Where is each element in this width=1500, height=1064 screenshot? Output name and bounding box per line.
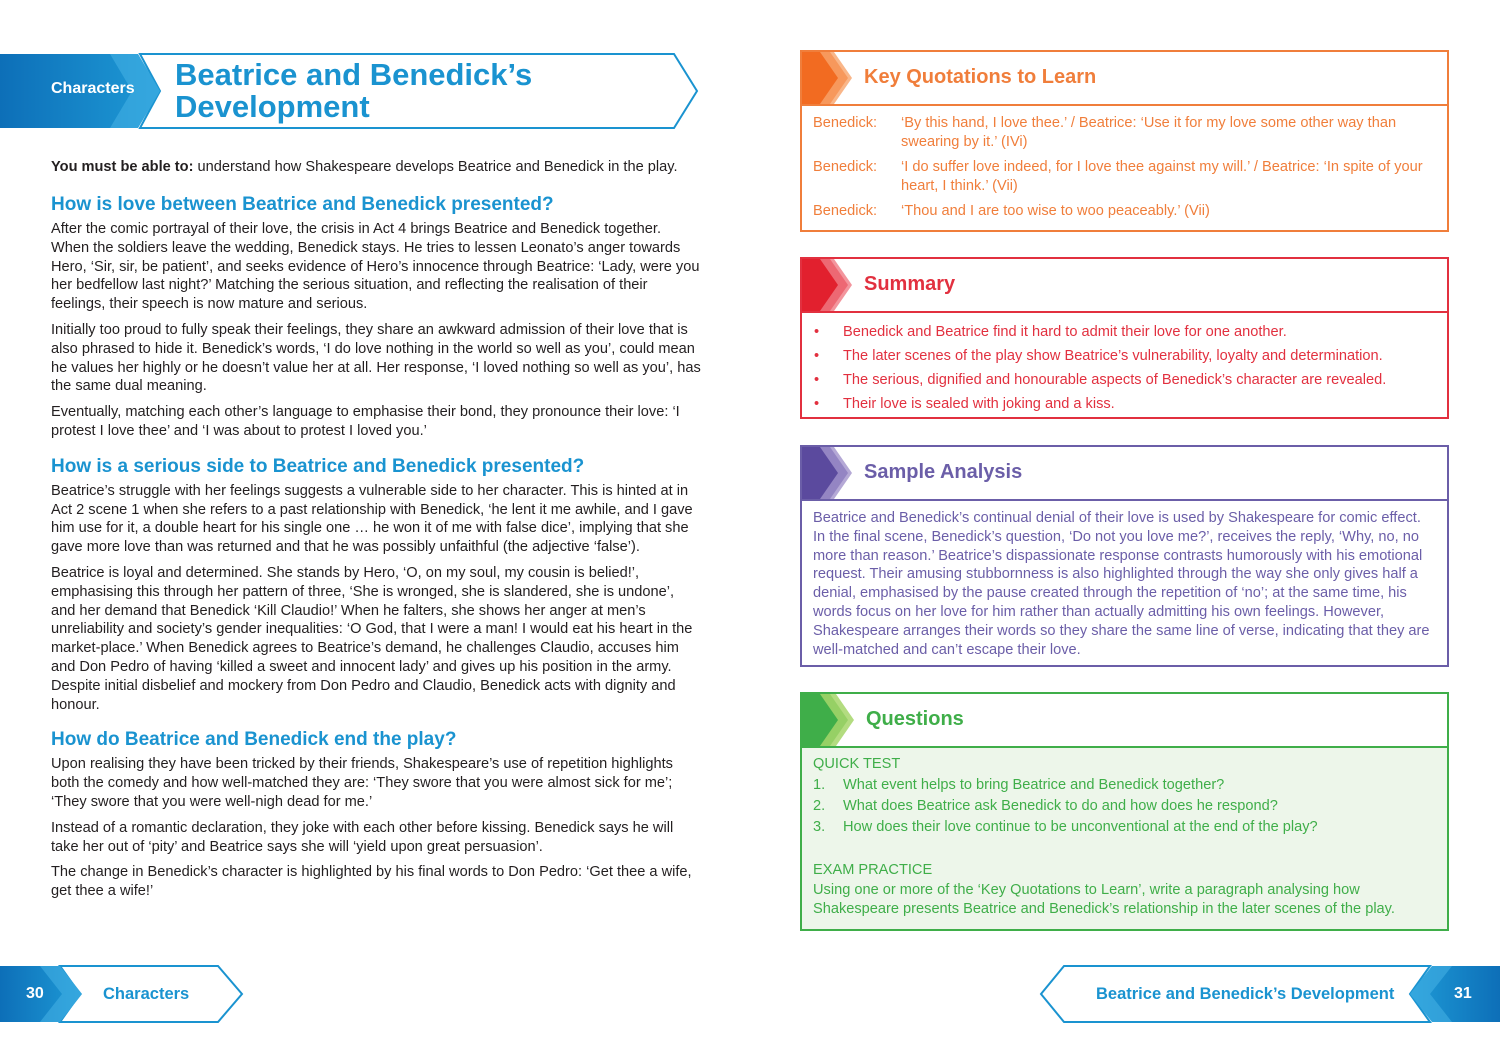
question-number: 2. xyxy=(813,798,826,814)
key-quotations-box xyxy=(800,50,1449,232)
chevron-icon xyxy=(802,259,862,311)
quotation-text: ‘Thou and I are too wise to woo peaceably.’ (Vii) xyxy=(901,203,1210,220)
question-number: 3. xyxy=(813,819,826,835)
footer-right xyxy=(1038,963,1500,1025)
box-body xyxy=(802,106,1447,234)
box-title: Key Quotations to Learn xyxy=(864,66,1097,88)
paragraph: Beatrice’s struggle with her feelings suggests a vulnerable side to her character. This is hinted at in Act 2 scene 1 when she refers to a past relationship with Benedick, ‘he lent it me awhile, and I gave him use for it, a double heart for his single one … he won it of me with false dice’, implying that she gave more love than was returned and that he was possibly unfaithful (the adjective ‘false’). xyxy=(51,482,693,556)
page-title xyxy=(175,59,675,123)
analysis-text: Beatrice and Benedick’s continual denial of their love is used by Shakespeare for comic effect. In the final scene, Benedick’s question, ‘Do not you love me?’, receives the reply, ‘Why, no, no more than reason.’ Beatrice’s dispassionate response contrasts humorously with his emotional request. Their amusing stubbornness is also highlighted through the way she only gives half a denial, emphasised by the pause created through the repetition of ‘no’; at the same time, his words focus on her love for him rather than actually admitting his own feelings. However, Shakespeare arranges their words so they share the same line of verse, indicating that they are well-matched and can’t escape their love. xyxy=(813,510,1430,658)
section-serious-side xyxy=(51,455,701,715)
box-title: Sample Analysis xyxy=(864,461,1023,483)
paragraph: After the comic portrayal of their love, the crisis in Act 4 brings Beatrice and Benedick together. When the soldiers leave the wedding, Benedick stays. He tries to lessen Leonato’s anger towards Hero, ‘Sir, sir, be patient’, and seeks evidence of Hero’s innocence through Beatrice: ‘Lady, were you her bedfellow last night?’ Matching the serious situation, and reflecting the realisation of their feelings, their speech is now mature and serious. xyxy=(51,221,700,313)
quotation-speaker: Benedick: xyxy=(813,203,878,220)
exam-practice-label: EXAM PRACTICE xyxy=(813,862,933,878)
main-content xyxy=(51,158,701,915)
paragraph: Eventually, matching each other’s language to emphasise their bond, they pronounce their love: ‘I protest I love thee’ and ‘I was about to protest I loved you.’ xyxy=(51,404,680,439)
sample-analysis-box xyxy=(800,445,1449,667)
question-item xyxy=(813,796,1436,817)
learning-objective xyxy=(51,158,701,177)
quick-test-label: QUICK TEST xyxy=(813,756,901,772)
section-heading: How is love between Beatrice and Benedick presented? xyxy=(51,194,554,215)
question-item xyxy=(813,817,1436,838)
objective-text: understand how Shakespeare develops Beatrice and Benedick in the play. xyxy=(193,159,678,175)
list-item: • The later scenes of the play show Beatrice’s vulnerability, loyalty and determination. xyxy=(813,347,1436,366)
exam-practice-text: Using one or more of the ‘Key Quotations to Learn’, write a paragraph analysing how Shakespeare presents Beatrice and Benedick’s relationship in the later scenes of the play. xyxy=(813,882,1395,917)
questions-box xyxy=(800,692,1449,931)
summary-list xyxy=(813,321,1436,414)
paragraph: The change in Benedick’s character is highlighted by his final words to Don Pedro: ‘Get thee a wife, get thee a wife!’ xyxy=(51,864,692,900)
footer-section-label: Characters xyxy=(103,985,190,1003)
box-body xyxy=(802,501,1447,665)
quotation-speaker: Benedick: xyxy=(813,115,878,131)
chevron-icon xyxy=(802,694,864,746)
section-end-of-play xyxy=(51,728,701,901)
question-text: How does their love continue to be unconventional at the end of the play? xyxy=(843,819,1318,835)
quotation-speaker: Benedick: xyxy=(813,159,878,176)
box-title: Summary xyxy=(864,273,956,295)
chevron-icon xyxy=(802,447,862,499)
summary-box xyxy=(800,257,1449,419)
footer-title: Beatrice and Benedick’s Development xyxy=(1096,985,1395,1003)
chevron-icon xyxy=(802,52,862,104)
paragraph: Instead of a romantic declaration, they joke with each other before kissing. Benedick says he will take her out of ‘pity’ and Beatrice says she will ‘yield upon great persuasion’. xyxy=(51,819,674,855)
page-number: 31 xyxy=(1454,985,1472,1002)
box-header xyxy=(802,447,1447,501)
list-item: • Benedick and Beatrice find it hard to admit their love for one another. xyxy=(813,323,1436,342)
list-item: • Their love is sealed with joking and a kiss. xyxy=(813,395,1436,414)
box-body xyxy=(802,313,1447,425)
box-header xyxy=(802,52,1447,106)
question-number: 1. xyxy=(813,777,826,793)
paragraph: Initially too proud to fully speak their feelings, they share an awkward admission of their love that is also phrased to hide it. Benedick’s words, ‘I do love nothing in the world so well as you’, could mean he values her highly or he doesn’t value her at all. Her response, ‘I loved nothing so well as you’, has the same dual meaning. xyxy=(51,321,701,395)
box-header xyxy=(802,694,1447,748)
quotation-row xyxy=(813,158,1436,195)
box-title: Questions xyxy=(866,708,964,730)
page-number: 30 xyxy=(26,985,44,1002)
quotation-text: ‘I do suffer love indeed, for I love thee against my will.’ / Beatrice: ‘In spite of your heart, I think.’ (Vii) xyxy=(901,159,1423,194)
objective-lead: You must be able to: xyxy=(51,159,194,175)
section-love xyxy=(51,193,701,441)
quotation-row xyxy=(813,202,1436,221)
quotation-row xyxy=(813,114,1436,151)
question-text: What event helps to bring Beatrice and Benedick together? xyxy=(843,777,1225,793)
page-title-line2: Development xyxy=(175,89,370,124)
section-heading: How is a serious side to Beatrice and Benedick presented? xyxy=(51,455,585,477)
footer-left xyxy=(0,963,245,1025)
section-heading: How do Beatrice and Benedick end the play? xyxy=(51,729,457,751)
section-label: Characters xyxy=(51,80,135,97)
paragraph: Beatrice is loyal and determined. She stands by Hero, ‘O, on my soul, my cousin is belied!’, emphasising this through her pattern of three, ‘She is wronged, she is slandered, she is undone’, and her demand that Benedick ‘Kill Claudio!’ When he falters, she shows her anger at men’s unreliability and society’s gender inequalities: ‘O God, that I were a man! I would eat his heart in the market-place.’ When Benedick agrees to Beatrice’s demand, he challenges Claudio, accuses him and Don Pedro of having ‘killed a sweet and innocent lady’ and gives up his position in the army. Despite initial disbelief and mockery from Don Pedro and Claudio, Benedick acts with dignity and honour. xyxy=(51,564,693,713)
paragraph: Upon realising they have been tricked by their friends, Shakespeare’s use of repetition highlights both the comedy and how well-matched they are: ‘They swore that you were almost sick for me’; ‘They swore that you were well-nigh dead for me.’ xyxy=(51,756,673,810)
box-header xyxy=(802,259,1447,313)
question-text: What does Beatrice ask Benedick to do and how does he respond? xyxy=(843,798,1278,814)
box-body xyxy=(802,748,1447,925)
list-item: • The serious, dignified and honourable aspects of Benedick’s character are revealed. xyxy=(813,371,1436,390)
quotation-text: ‘By this hand, I love thee.’ / Beatrice: ‘Use it for my love some other way than swearing by it.’ (IVi) xyxy=(901,115,1397,150)
question-item xyxy=(813,775,1436,796)
page-title-line1: Beatrice and Benedick’s xyxy=(175,57,533,92)
